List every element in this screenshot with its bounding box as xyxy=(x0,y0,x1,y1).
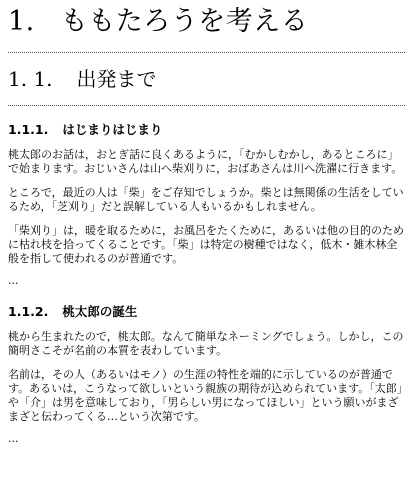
section-title: 出発まで xyxy=(76,67,157,91)
section-number: 1. 1. xyxy=(8,67,53,91)
subsection-title: はじまりはじまり xyxy=(62,122,163,137)
subsection-number: 1.1.2. xyxy=(8,304,49,319)
paragraph: 桃太郎のお話は，おとぎ話に良くあるように，「むかしむかし，あるところに」で始まります。おじいさんは山へ柴刈りに，おばあさんは川へ洗濯に行きます。 xyxy=(8,148,403,175)
subsection-title: 桃太郎の誕生 xyxy=(62,304,138,319)
section-heading xyxy=(8,67,405,91)
chapter-heading xyxy=(8,0,405,38)
ellipsis: ... xyxy=(8,432,19,445)
subsection-heading xyxy=(8,304,405,320)
chapter-title: ももたろうを考える xyxy=(60,6,309,37)
paragraph: 名前は，その人（あるいはモノ）の生涯の特性を端的に示しているのが普通です。あるいは，こうなって欲しいという親族の期待が込められています。「太郎」や「介」は男を意味しており，「男らしい男になってほしい」という願いがまざまざと伝わってくる…という次第です。 xyxy=(8,368,403,423)
paragraph: 桃から生まれたので，桃太郎。なんて簡単なネーミングでしょう。しかし，この簡明さこそが名前の本質を表わしています。 xyxy=(8,330,404,357)
paragraph: ところで，最近の人は「柴」をご存知でしょうか。柴とは無関係の生活をしているため，「芝刈り」だと誤解している人もいるかもしれません。 xyxy=(8,186,404,213)
subsection-number: 1.1.1. xyxy=(8,122,49,137)
subsection-heading xyxy=(8,122,405,138)
chapter-number: 1. xyxy=(8,6,35,37)
ellipsis: ... xyxy=(8,274,19,287)
chapter-divider xyxy=(8,52,405,53)
section-divider xyxy=(8,105,405,106)
paragraph: 「柴刈り」は，暖を取るために，お風呂をたくために，あるいは他の目的のために枯れ枝を拾ってくることです。「柴」は特定の樹種ではなく，低木・雑木林全般を指して使われるのが普通です。 xyxy=(8,224,404,265)
